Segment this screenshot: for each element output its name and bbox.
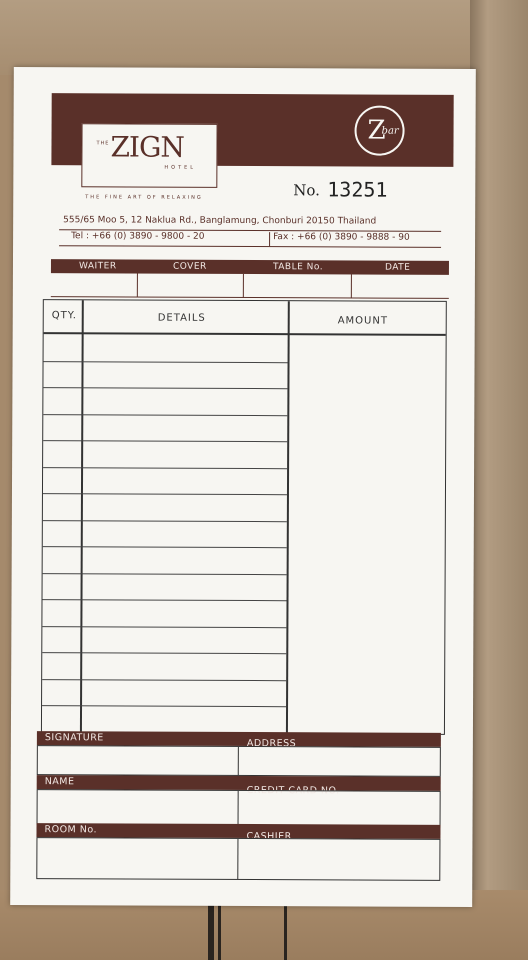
table-row-line — [43, 387, 287, 389]
table-no-label: TABLE No. — [272, 262, 324, 273]
name-credit-fields — [37, 789, 441, 827]
svg-text:bar: bar — [381, 125, 399, 137]
divider — [59, 245, 441, 248]
field-divider — [237, 839, 238, 879]
hotel-fax: Fax : +66 (0) 3890 - 9888 - 90 — [273, 232, 410, 243]
order-header-fields — [51, 273, 449, 299]
date-label: DATE — [384, 262, 411, 273]
background-top — [0, 0, 528, 75]
svg-text:Z: Z — [367, 115, 386, 146]
logo-hotel-text: HOTEL — [164, 164, 197, 171]
name-label: NAME — [44, 776, 75, 788]
amount-header: AMOUNT — [337, 315, 388, 327]
table-row-line — [42, 626, 286, 628]
room-cashier-fields — [36, 837, 440, 881]
column-divider — [80, 300, 83, 732]
bill-form — [10, 67, 476, 907]
divider — [269, 232, 270, 246]
order-items-table — [41, 299, 447, 735]
signature-label: SIGNATURE — [44, 732, 104, 744]
hotel-tagline: THE FINE ART OF RELAXING — [85, 194, 203, 201]
hotel-telephone: Tel : +66 (0) 3890 - 9800 - 20 — [71, 231, 205, 242]
logo-wordmark: ZIGN — [110, 130, 184, 164]
table-row-line — [42, 706, 286, 708]
room-no-label: ROOM No. — [44, 824, 98, 836]
receipt-number-label: No. — [293, 181, 321, 200]
cover-label: COVER — [172, 261, 207, 272]
hotel-address: 555/65 Moo 5, 12 Naklua Rd., Banglamung, Chonburi 20150 Thailand — [63, 215, 377, 227]
field-divider — [243, 274, 244, 298]
table-row-line — [43, 573, 287, 575]
address-label: ADDRESS — [246, 738, 297, 750]
table-row-line — [43, 493, 287, 495]
logo-the-text: THE — [96, 140, 110, 147]
signature-address-fields — [37, 745, 441, 777]
table-row-line — [43, 414, 287, 416]
header-underline — [44, 332, 446, 335]
table-row-line — [43, 467, 287, 469]
z-bar-logo-icon — [351, 102, 411, 158]
cashier-label: CASHIER — [246, 831, 292, 843]
qty-header: QTY. — [51, 310, 78, 322]
table-row-line — [44, 361, 288, 363]
waiter-label: WAITER — [78, 261, 117, 272]
credit-card-label: CREDIT CARD NO. — [246, 785, 340, 797]
table-row-line — [43, 440, 287, 442]
background-right — [470, 0, 528, 960]
field-divider — [238, 747, 239, 775]
table-row-line — [43, 520, 287, 522]
table-row-line — [42, 653, 286, 655]
field-divider — [351, 274, 352, 298]
table-row-line — [43, 546, 287, 548]
details-header: DETAILS — [157, 312, 206, 324]
field-divider — [137, 274, 138, 298]
field-divider — [238, 791, 239, 825]
receipt-number: 13251 — [327, 177, 388, 202]
column-divider — [286, 301, 289, 733]
table-row-line — [43, 599, 287, 601]
table-row-line — [42, 679, 286, 681]
hotel-logo — [81, 123, 217, 188]
